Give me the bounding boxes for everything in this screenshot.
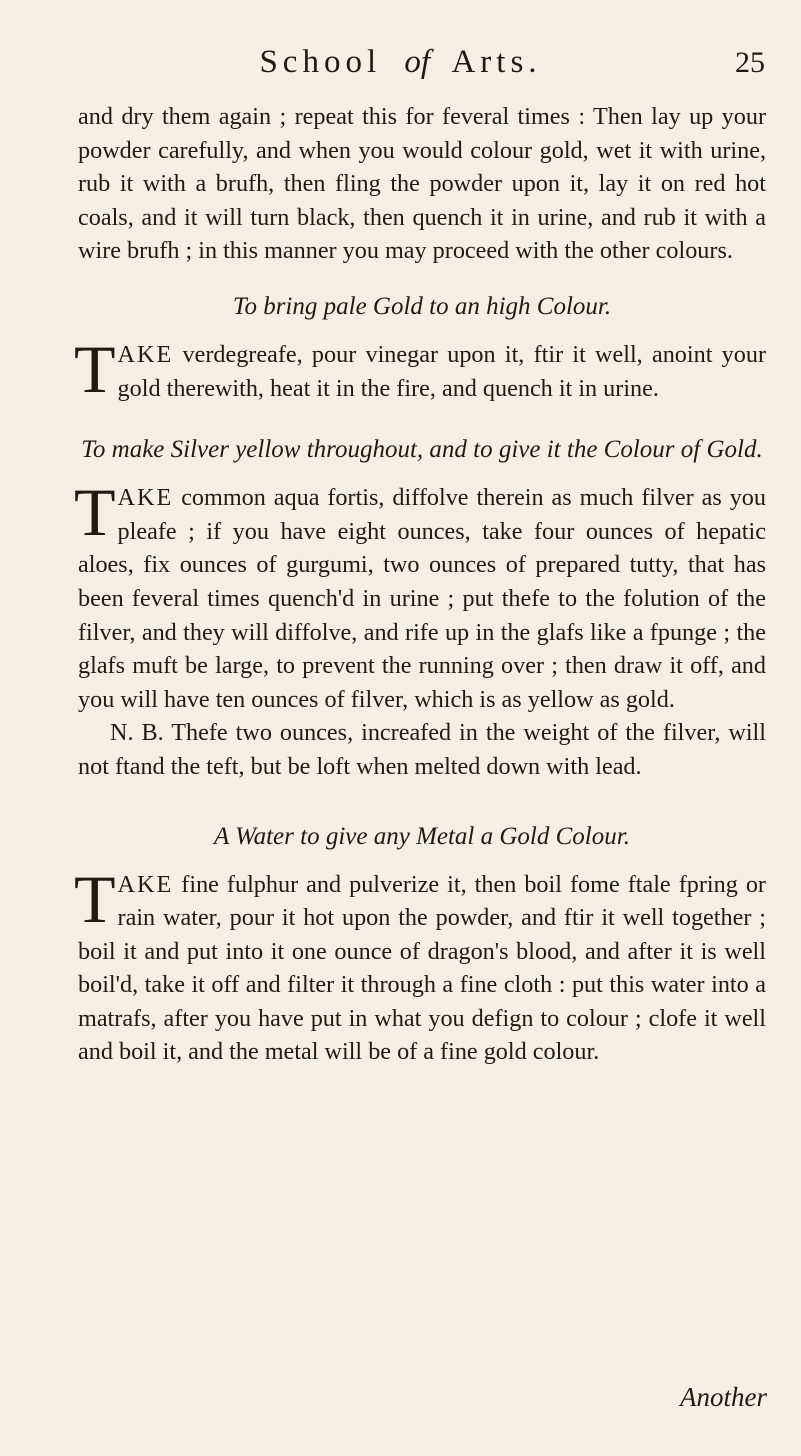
nota-bene-paragraph: N. B. Thefe two ounces, increafed in the weight of the filver, will not ftand the teft, but be loft when melted down with lead. (78, 719, 766, 780)
drop-cap-3: T (74, 860, 116, 937)
section-2-text: common aqua fortis, diffolve therein as much filver as you pleafe ; if you have eight ounces, take four ounces of hepatic aloes, fix ounces of gurgumi, two ounces of prepared tutty, that has been feveral times quench'd in urine ; put thefe to the folution of the filver, and they will diffolve, and rife up in the glafs like a fpunge ; the glafs muft be large, to prevent the running over ; then draw it off, and you will have ten ounces of filver, which is as yellow as gold. (78, 484, 766, 713)
section-3-paragraph (74, 860, 766, 1070)
lead-caps-3: AKE (117, 870, 174, 898)
drop-cap-2: T (74, 474, 116, 551)
intro-paragraph: and dry them again ; repeat this for feveral times : Then lay up your powder carefully, and when you would colour gold, wet it with urine, rub it with a brufh, then fling the powder upon it, lay it on red hot coals, and it will turn black, then quench it in urine, and rub it with a wire brufh ; in this manner you may proceed with the other colours. (78, 103, 766, 265)
section-heading-3: A Water to give any Metal a Gold Colour. (214, 822, 630, 850)
page-number: 25 (735, 46, 765, 79)
lead-caps-1: AKE (117, 340, 174, 368)
section-1-text: verdegreafe, pour vinegar upon it, ftir it well, anoint your gold therewith, heat it in the fire, and quench it in urine. (117, 340, 766, 402)
running-title (0, 44, 801, 81)
page-body (74, 100, 766, 1069)
lead-caps-2: AKE (117, 484, 174, 512)
page-header (0, 44, 801, 94)
section-1-paragraph (74, 330, 766, 407)
running-title-left: School (259, 44, 382, 80)
drop-cap-1: T (74, 330, 116, 407)
running-title-right: Arts. (451, 44, 542, 80)
section-heading-2: To make Silver yellow throughout, and to give it the Colour of Gold. (81, 436, 763, 464)
section-heading-1: To bring pale Gold to an high Colour. (232, 292, 612, 320)
section-3-text: fine fulphur and pulverize it, then boil fome ftale fpring or rain water, pour it hot upon the powder, and ftir it well together ; boil it and put into it one ounce of dragon's blood, and after it is well boil'd, take it off and filter it through a fine cloth : put this water into a matrafs, after you have put in what you defign to colour ; clofe it well and boil it, and the metal will be of a fine gold colour. (78, 870, 766, 1066)
running-title-of: of (404, 44, 431, 80)
section-2-paragraph (74, 474, 766, 716)
catchword: Another (680, 1382, 767, 1412)
